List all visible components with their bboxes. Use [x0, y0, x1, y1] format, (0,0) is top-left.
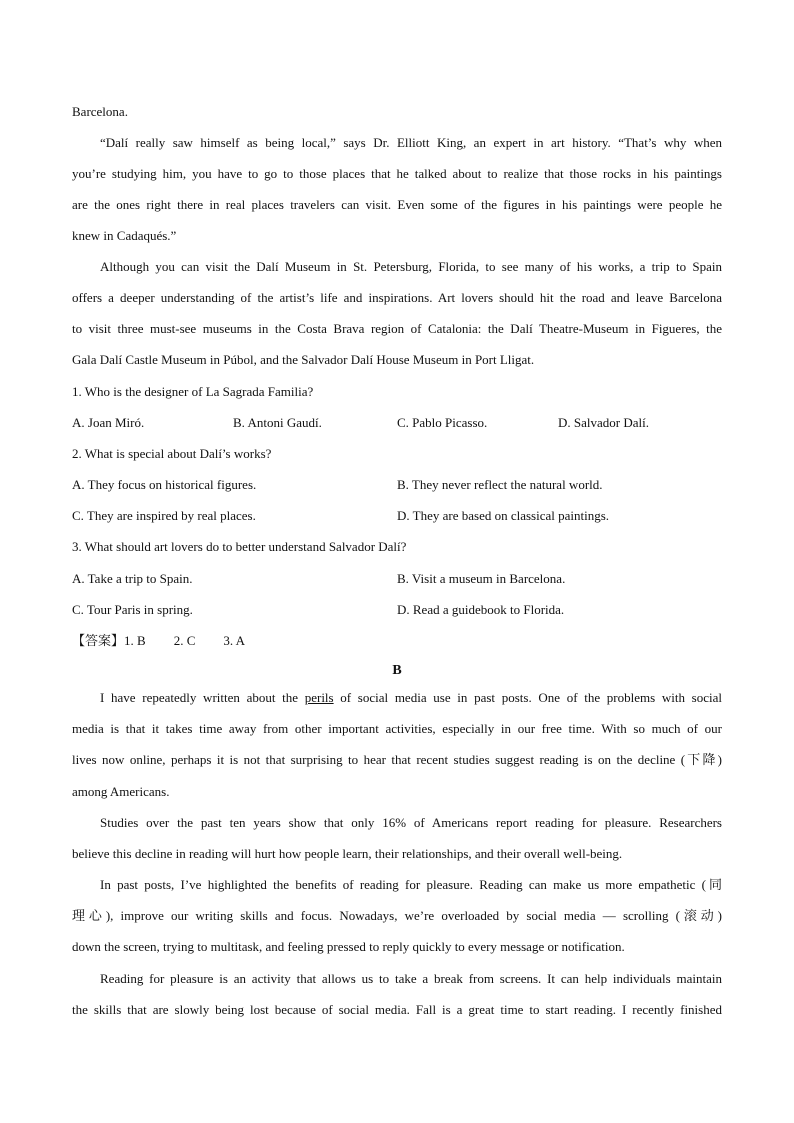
- passage-b-line: Studies over the past ten years show that only 16% of Americans report reading for pleasure. Researchers: [100, 815, 722, 830]
- passage-a-line: Gala Dalí Castle Museum in Púbol, and the Salvador Dalí House Museum in Port Lligat.: [72, 352, 535, 367]
- passage-a-line: are the ones right there in real places travelers can visit. Even some of the figures in his paintings were people he: [72, 197, 722, 212]
- passage-b-line: believe this decline in reading will hurt how people learn, their relationships, and their overall well-being.: [72, 846, 623, 861]
- text-run: of social media use in past posts. One of the problems with social: [333, 690, 722, 705]
- passage-b-line: 理心), improve our writing skills and focus. Nowadays, we’re overloaded by social media — scrolling (滚动): [72, 908, 722, 923]
- question-stem: 3. What should art lovers do to better understand Salvador Dalí?: [72, 539, 407, 554]
- option-a: A. They focus on historical figures.: [72, 477, 257, 492]
- passage-b-line: [100, 689, 722, 707]
- passage-a-line: “Dalí really saw himself as being local,” says Dr. Elliott King, an expert in art history. “That’s why when: [100, 135, 722, 150]
- answer-1: 1. B: [124, 633, 146, 648]
- passage-b-line: among Americans.: [72, 784, 170, 799]
- section-title: B: [392, 663, 402, 678]
- option-b: B. Visit a museum in Barcelona.: [397, 571, 566, 586]
- text-run: I have repeatedly written about the: [100, 690, 305, 705]
- question-stem: 1. Who is the designer of La Sagrada Familia?: [72, 384, 314, 399]
- passage-a-line: Although you can visit the Dalí Museum in St. Petersburg, Florida, to see many of his works, a trip to Spain: [100, 259, 722, 274]
- answer-3: 3. A: [223, 633, 246, 648]
- underlined-word: perils: [304, 690, 334, 705]
- option-b: B. They never reflect the natural world.: [397, 477, 603, 492]
- answer-2: 2. C: [173, 633, 196, 648]
- passage-a-line: you’re studying him, you have to go to those places that he talked about to realize that those rocks in his paintings: [72, 166, 722, 181]
- passage-b-line: Reading for pleasure is an activity that allows us to take a break from screens. It can help individuals maintain: [100, 971, 722, 986]
- question-stem: 2. What is special about Dalí’s works?: [72, 446, 272, 461]
- passage-b-line: down the screen, trying to multitask, and feeling pressed to reply quickly to every message or notification.: [72, 939, 625, 954]
- option-c: C. Tour Paris in spring.: [72, 602, 193, 617]
- option-d: D. Read a guidebook to Florida.: [397, 602, 565, 617]
- option-d: D. They are based on classical paintings.: [397, 508, 610, 523]
- option-a: A. Joan Miró.: [72, 415, 145, 430]
- passage-b-line: media is that it takes time away from other important activities, especially in our free time. With so much of our: [72, 721, 722, 736]
- answer-label: 【答案】: [72, 633, 125, 648]
- option-c: C. They are inspired by real places.: [72, 508, 256, 523]
- passage-a-line: Barcelona.: [72, 104, 128, 119]
- passage-a-line: to visit three must-see museums in the Costa Brava region of Catalonia: the Dalí Theatre-Museum in Figueres, the: [72, 321, 722, 336]
- passage-a-line: knew in Cadaqués.”: [72, 228, 177, 243]
- option-a: A. Take a trip to Spain.: [72, 571, 193, 586]
- answer-key: [72, 632, 245, 650]
- passage-b-line: the skills that are slowly being lost because of social media. Fall is a great time to start reading. I recently finished: [72, 1002, 722, 1017]
- option-d: D. Salvador Dalí.: [558, 415, 649, 430]
- option-c: C. Pablo Picasso.: [397, 415, 488, 430]
- passage-a-line: offers a deeper understanding of the artist’s life and inspirations. Art lovers should hit the road and leave Barcelona: [72, 290, 722, 305]
- passage-b-line: In past posts, I’ve highlighted the benefits of reading for pleasure. Reading can make us more empathetic (同: [100, 877, 722, 892]
- option-b: B. Antoni Gaudí.: [233, 415, 322, 430]
- passage-b-line: lives now online, perhaps it is not that surprising to hear that recent studies suggest reading is on the decline (下降): [72, 752, 722, 767]
